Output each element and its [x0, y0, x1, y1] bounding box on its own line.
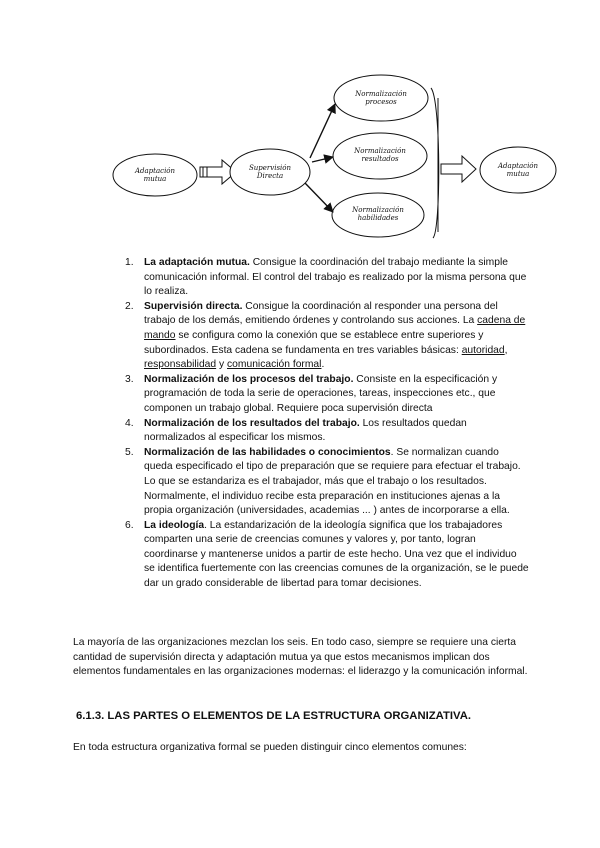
list-number: 3. — [125, 373, 134, 385]
node-habilidades-line2: habilidades — [357, 214, 399, 222]
link-cadena-de-mando[interactable]: cadena de mando — [144, 315, 526, 341]
mechanisms-list — [110, 256, 530, 592]
node-supervision-line1: Supervisión — [248, 164, 292, 172]
item-title: Normalización de los procesos del trabajo. — [144, 373, 354, 385]
coordination-diagram — [0, 0, 600, 250]
item-title: Normalización de las habilidades o conocimientos — [144, 446, 391, 458]
list-item-4 — [110, 417, 530, 446]
branch-arrows — [305, 104, 335, 212]
node-habilidades — [332, 193, 424, 237]
link-responsabilidad[interactable]: responsabilidad — [144, 359, 217, 371]
item-text: . Se normalizan cuando queda especificado el tipo de preparación que se requiere para efectuar el trabajo. Lo que se estandariza es el trabajador, más que el trabajo o los resultados. Normalmente, el individuo recibe esta preparación en instituciones ajenas a la propia organización (universidades, academias ... ) antes de incorporarse a ella. — [144, 446, 521, 517]
item-text: Consigue la coordinación del trabajo mediante la simple comunicación informal. El control del trabajo es realizado por la misma persona que lo realiza. — [144, 257, 527, 298]
list-number: 4. — [125, 417, 134, 429]
item-title: Normalización de los resultados del trabajo. — [144, 417, 360, 429]
item-title: La adaptación mutua. — [144, 257, 250, 268]
paragraph-summary: La mayoría de las organizaciones mezclan los seis. En todo caso, siempre se requiere una cierta cantidad de supervisión directa y adaptación mutua ya que estos mecanismos implican dos elementos fundamentales en las organizaciones modernas: el liderazgo y la comunicación informal. — [73, 637, 528, 678]
node-habilidades-line1: Normalización — [352, 206, 404, 214]
node-supervision-line2: Directa — [256, 172, 284, 180]
list-item-3 — [110, 373, 530, 417]
paragraph-intro: En toda estructura organizativa formal se pueden distinguir cinco elementos comunes: — [73, 742, 467, 753]
node-supervision — [230, 149, 310, 195]
node-procesos-line1: Normalización — [355, 90, 407, 98]
separator: , — [504, 344, 508, 356]
section-heading: 6.1.3. LAS PARTES O ELEMENTOS DE LA ESTRUCTURA ORGANIZATIVA. — [76, 710, 472, 722]
list-item-6 — [110, 519, 530, 592]
node-procesos — [334, 75, 428, 121]
hollow-arrow-2 — [441, 156, 476, 182]
separator: y — [216, 359, 228, 371]
item-text: . La estandarización de la ideología significa que los trabajadores comparten una serie de creencias comunes y valores y, por tanto, logran coordinarse y mantenerse unidos a partir de este hecho. Una vez que el individuo se identifica fuertemente con las creencias comunes de la organización, se le puede dar un grado considerable de libertad para tomar decisiones. — [144, 519, 529, 590]
node-adaptacion — [113, 154, 197, 196]
item-text: Consigue la coordinación al responder una persona del trabajo de los demás, emitiendo órdenes y controlando sus acciones. La — [144, 300, 498, 327]
item-title: La ideología — [144, 519, 205, 531]
node-adaptacion-final-line1: Adaptación — [497, 162, 539, 170]
list-number: 6. — [125, 519, 134, 531]
list-number: 1. — [125, 257, 134, 268]
node-procesos-line2: procesos — [365, 98, 397, 106]
arrow-to-resultados — [312, 157, 333, 162]
node-adaptacion-line1: Adaptación — [134, 167, 176, 175]
item-text: Consiste en la especificación y programación de toda la serie de operaciones, tareas, inspecciones etc., que componen un trabajo global. Requiere poca supervisión directa — [144, 373, 498, 414]
period: . — [321, 359, 325, 371]
arrow-to-procesos — [310, 104, 335, 158]
list-number: 5. — [125, 446, 134, 458]
node-resultados-line1: Normalización — [354, 147, 406, 155]
node-adaptacion-final — [480, 147, 556, 193]
item-text: se configura como la conexión que se establece entre superiores y subordinados. Esta cadena se fundamenta en tres variables básicas: — [144, 329, 484, 356]
list-item-5 — [110, 446, 530, 519]
list-number: 2. — [125, 300, 134, 312]
list-item-1 — [110, 256, 530, 300]
node-adaptacion-line2: mutua — [143, 175, 167, 183]
link-comunicacion-formal[interactable]: comunicación formal — [227, 359, 322, 371]
arrow-to-habilidades — [305, 183, 333, 212]
bracket — [431, 88, 439, 238]
item-text: Los resultados quedan normalizados al especificar los mismos. — [144, 417, 467, 444]
item-title: Supervisión directa. — [144, 300, 243, 312]
node-adaptacion-final-line2: mutua — [506, 170, 530, 178]
node-resultados — [333, 133, 427, 179]
node-resultados-line2: resultados — [361, 155, 399, 163]
link-autoridad[interactable]: autoridad — [461, 344, 505, 356]
list-item-2 — [110, 300, 530, 373]
